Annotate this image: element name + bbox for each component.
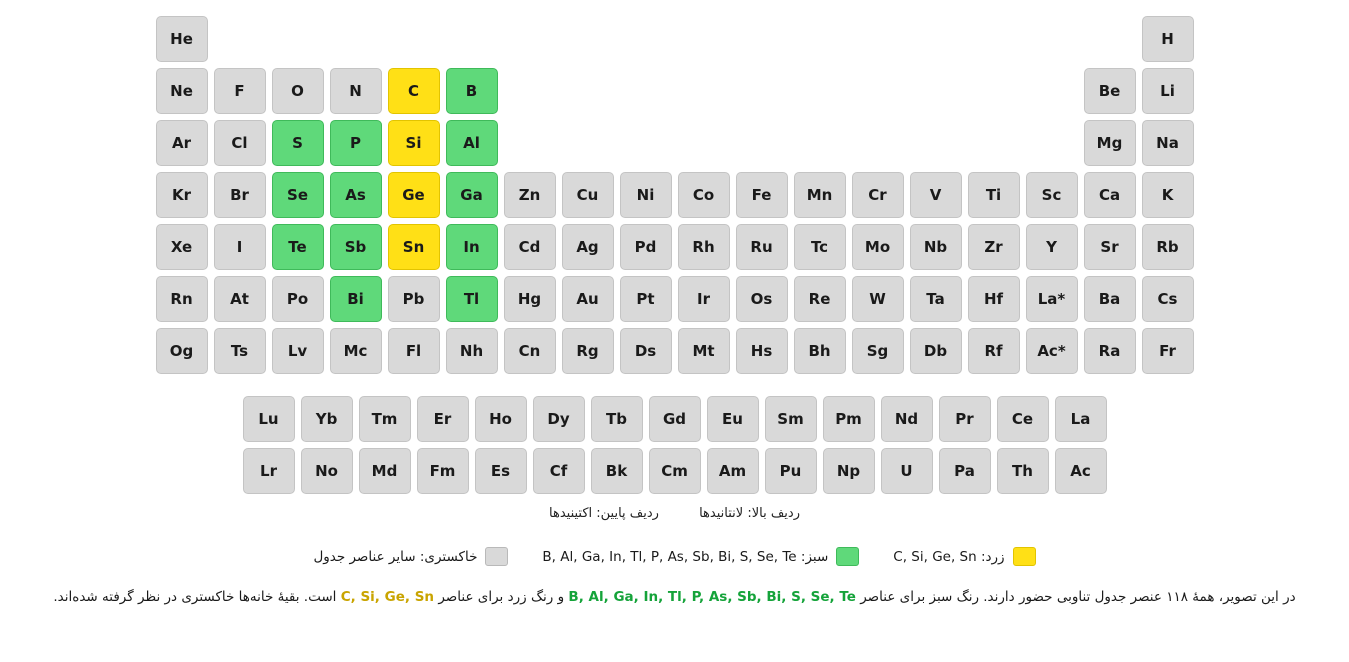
element-cell-Sb[interactable]: Sb	[330, 224, 382, 270]
element-cell-Sc[interactable]: Sc	[1026, 172, 1078, 218]
element-cell-Pb[interactable]: Pb	[388, 276, 440, 322]
periodic-cell-empty	[794, 120, 846, 166]
element-cell-Ce[interactable]: Ce	[997, 396, 1049, 442]
element-cell-Se[interactable]: Se	[272, 172, 324, 218]
element-cell-Cn[interactable]: Cn	[504, 328, 556, 374]
periodic-cell-empty	[794, 16, 846, 62]
element-cell-Tc[interactable]: Tc	[794, 224, 846, 270]
caption	[0, 586, 1349, 609]
periodic-cell-empty	[852, 120, 904, 166]
periodic-cell-empty	[504, 68, 556, 114]
element-cell-La[interactable]: *La	[1026, 276, 1078, 322]
periodic-cell-empty	[736, 68, 788, 114]
element-cell-Zn[interactable]: Zn	[504, 172, 556, 218]
element-cell-Pm[interactable]: Pm	[823, 396, 875, 442]
element-cell-Sr[interactable]: Sr	[1084, 224, 1136, 270]
element-cell-Am[interactable]: Am	[707, 448, 759, 494]
periodic-cell-empty	[968, 120, 1020, 166]
periodic-cell-empty	[736, 16, 788, 62]
periodic-cell-empty	[388, 16, 440, 62]
element-cell-Cf[interactable]: Cf	[533, 448, 585, 494]
periodic-cell-empty	[678, 120, 730, 166]
element-cell-Nh[interactable]: Nh	[446, 328, 498, 374]
legend-swatch-yellow-icon	[1013, 547, 1036, 566]
element-cell-Er[interactable]: Er	[417, 396, 469, 442]
element-cell-Ta[interactable]: Ta	[910, 276, 962, 322]
caption-green-elements: B, Al, Ga, In, Tl, P, As, Sb, Bi, S, Se, Te	[568, 589, 856, 605]
periodic-cell-empty	[1084, 16, 1136, 62]
periodic-cell-empty	[620, 120, 672, 166]
element-cell-No[interactable]: No	[301, 448, 353, 494]
element-cell-Rh[interactable]: Rh	[678, 224, 730, 270]
element-cell-Pa[interactable]: Pa	[939, 448, 991, 494]
periodic-cell-empty	[1026, 120, 1078, 166]
element-cell-Pt[interactable]: Pt	[620, 276, 672, 322]
element-cell-Mt[interactable]: Mt	[678, 328, 730, 374]
element-cell-Rf[interactable]: Rf	[968, 328, 1020, 374]
periodic-cell-empty	[562, 68, 614, 114]
periodic-cell-empty	[1026, 68, 1078, 114]
element-cell-Cd[interactable]: Cd	[504, 224, 556, 270]
periodic-cell-empty	[272, 16, 324, 62]
element-cell-Ni[interactable]: Ni	[620, 172, 672, 218]
periodic-cell-empty	[910, 16, 962, 62]
element-cell-Lv[interactable]: Lv	[272, 328, 324, 374]
periodic-cell-empty	[330, 16, 382, 62]
element-cell-Br[interactable]: Br	[214, 172, 266, 218]
element-cell-Ca[interactable]: Ca	[1084, 172, 1136, 218]
element-cell-Rn[interactable]: Rn	[156, 276, 208, 322]
periodic-cell-empty	[446, 16, 498, 62]
element-cell-Bk[interactable]: Bk	[591, 448, 643, 494]
element-cell-Rg[interactable]: Rg	[562, 328, 614, 374]
legend-item-green	[542, 547, 859, 566]
element-cell-Os[interactable]: Os	[736, 276, 788, 322]
element-cell-K[interactable]: K	[1142, 172, 1194, 218]
element-cell-Cm[interactable]: Cm	[649, 448, 701, 494]
legend-label-yellow: زرد: C, Si, Ge, Sn	[893, 548, 1005, 565]
element-cell-Mc[interactable]: Mc	[330, 328, 382, 374]
element-cell-C[interactable]: C	[388, 68, 440, 114]
periodic-cell-empty	[910, 68, 962, 114]
periodic-cell-empty	[504, 120, 556, 166]
legend-item-yellow	[893, 547, 1035, 566]
element-cell-Hs[interactable]: Hs	[736, 328, 788, 374]
element-cell-As[interactable]: As	[330, 172, 382, 218]
periodic-table-main-grid	[0, 16, 1349, 374]
element-cell-Rb[interactable]: Rb	[1142, 224, 1194, 270]
element-cell-Mg[interactable]: Mg	[1084, 120, 1136, 166]
element-cell-Si[interactable]: Si	[388, 120, 440, 166]
element-cell-Hg[interactable]: Hg	[504, 276, 556, 322]
element-cell-Te[interactable]: Te	[272, 224, 324, 270]
element-cell-Al[interactable]: Al	[446, 120, 498, 166]
element-cell-Mn[interactable]: Mn	[794, 172, 846, 218]
legend-item-gray	[313, 547, 508, 566]
element-cell-Ts[interactable]: Ts	[214, 328, 266, 374]
element-cell-Ds[interactable]: Ds	[620, 328, 672, 374]
element-cell-Cr[interactable]: Cr	[852, 172, 904, 218]
element-cell-Ag[interactable]: Ag	[562, 224, 614, 270]
periodic-cell-empty	[214, 16, 266, 62]
element-cell-La[interactable]: La	[1055, 396, 1107, 442]
element-cell-S[interactable]: S	[272, 120, 324, 166]
element-cell-Li[interactable]: Li	[1142, 68, 1194, 114]
element-cell-Fl[interactable]: Fl	[388, 328, 440, 374]
element-cell-Xe[interactable]: Xe	[156, 224, 208, 270]
element-cell-Es[interactable]: Es	[475, 448, 527, 494]
element-cell-Ga[interactable]: Ga	[446, 172, 498, 218]
element-cell-Po[interactable]: Po	[272, 276, 324, 322]
element-cell-At[interactable]: At	[214, 276, 266, 322]
element-cell-Pu[interactable]: Pu	[765, 448, 817, 494]
periodic-cell-empty	[852, 68, 904, 114]
element-cell-Be[interactable]: Be	[1084, 68, 1136, 114]
element-cell-Ge[interactable]: Ge	[388, 172, 440, 218]
element-cell-U[interactable]: U	[881, 448, 933, 494]
periodic-cell-empty	[562, 120, 614, 166]
periodic-cell-empty	[910, 120, 962, 166]
periodic-cell-empty	[1026, 16, 1078, 62]
element-cell-Sm[interactable]: Sm	[765, 396, 817, 442]
element-cell-N[interactable]: N	[330, 68, 382, 114]
caption-part3: است. بقیهٔ خانه‌ها خاکستری در نظر گرفته شده‌اند.	[53, 589, 337, 605]
element-cell-Gd[interactable]: Gd	[649, 396, 701, 442]
element-cell-Cl[interactable]: Cl	[214, 120, 266, 166]
element-cell-Og[interactable]: Og	[156, 328, 208, 374]
element-cell-Cu[interactable]: Cu	[562, 172, 614, 218]
caption-part2: و رنگ زرد برای عناصر	[438, 589, 565, 605]
element-cell-Na[interactable]: Na	[1142, 120, 1194, 166]
element-cell-Tl[interactable]: Tl	[446, 276, 498, 322]
element-cell-Ar[interactable]: Ar	[156, 120, 208, 166]
periodic-cell-empty	[852, 16, 904, 62]
element-cell-Ra[interactable]: Ra	[1084, 328, 1136, 374]
legend-label-gray: خاکستری: سایر عناصر جدول	[313, 548, 478, 565]
element-cell-Eu[interactable]: Eu	[707, 396, 759, 442]
element-cell-Bh[interactable]: Bh	[794, 328, 846, 374]
element-cell-P[interactable]: P	[330, 120, 382, 166]
element-cell-Hf[interactable]: Hf	[968, 276, 1020, 322]
element-cell-Ru[interactable]: Ru	[736, 224, 788, 270]
legend-swatch-green-icon	[836, 547, 859, 566]
row-note-bottom: ردیف پایین: اکتینیدها	[549, 506, 659, 521]
element-cell-B[interactable]: B	[446, 68, 498, 114]
element-cell-Mo[interactable]: Mo	[852, 224, 904, 270]
element-cell-Pr[interactable]: Pr	[939, 396, 991, 442]
element-cell-Lr[interactable]: Lr	[243, 448, 295, 494]
element-cell-Sg[interactable]: Sg	[852, 328, 904, 374]
periodic-cell-empty	[562, 16, 614, 62]
element-cell-O[interactable]: O	[272, 68, 324, 114]
element-cell-H[interactable]: H	[1142, 16, 1194, 62]
element-cell-F[interactable]: F	[214, 68, 266, 114]
element-cell-Np[interactable]: Np	[823, 448, 875, 494]
element-cell-Tm[interactable]: Tm	[359, 396, 411, 442]
element-cell-Zr[interactable]: Zr	[968, 224, 1020, 270]
element-cell-Th[interactable]: Th	[997, 448, 1049, 494]
element-cell-I[interactable]: I	[214, 224, 266, 270]
element-cell-Fm[interactable]: Fm	[417, 448, 469, 494]
element-cell-Fr[interactable]: Fr	[1142, 328, 1194, 374]
periodic-cell-empty	[620, 68, 672, 114]
periodic-cell-empty	[678, 16, 730, 62]
element-cell-Ti[interactable]: Ti	[968, 172, 1020, 218]
element-cell-Yb[interactable]: Yb	[301, 396, 353, 442]
legend-swatch-gray-icon	[485, 547, 508, 566]
element-cell-He[interactable]: He	[156, 16, 208, 62]
periodic-cell-empty	[794, 68, 846, 114]
element-cell-Nb[interactable]: Nb	[910, 224, 962, 270]
periodic-cell-empty	[736, 120, 788, 166]
element-cell-V[interactable]: V	[910, 172, 962, 218]
element-cell-In[interactable]: In	[446, 224, 498, 270]
element-cell-Bi[interactable]: Bi	[330, 276, 382, 322]
element-cell-Ir[interactable]: Ir	[678, 276, 730, 322]
caption-yellow-elements: C, Si, Ge, Sn	[340, 589, 435, 605]
element-cell-Db[interactable]: Db	[910, 328, 962, 374]
element-cell-Y[interactable]: Y	[1026, 224, 1078, 270]
element-cell-Ne[interactable]: Ne	[156, 68, 208, 114]
element-cell-Sn[interactable]: Sn	[388, 224, 440, 270]
element-cell-Tb[interactable]: Tb	[591, 396, 643, 442]
element-cell-Lu[interactable]: Lu	[243, 396, 295, 442]
row-notes	[0, 506, 1349, 521]
legend	[0, 547, 1349, 566]
periodic-cell-empty	[968, 68, 1020, 114]
element-cell-Pd[interactable]: Pd	[620, 224, 672, 270]
element-cell-Co[interactable]: Co	[678, 172, 730, 218]
element-cell-Au[interactable]: Au	[562, 276, 614, 322]
element-cell-Kr[interactable]: Kr	[156, 172, 208, 218]
element-cell-Dy[interactable]: Dy	[533, 396, 585, 442]
legend-label-green: سبز: B, Al, Ga, In, Tl, P, As, Sb, Bi, S, Se, Te	[542, 548, 829, 565]
caption-part1: در این تصویر، همهٔ ۱۱۸ عنصر جدول تناوبی حضور دارند. رنگ سبز برای عناصر	[860, 589, 1296, 605]
periodic-cell-empty	[968, 16, 1020, 62]
element-cell-Ho[interactable]: Ho	[475, 396, 527, 442]
periodic-cell-empty	[678, 68, 730, 114]
periodic-cell-empty	[504, 16, 556, 62]
element-cell-Re[interactable]: Re	[794, 276, 846, 322]
element-cell-W[interactable]: W	[852, 276, 904, 322]
element-cell-Cs[interactable]: Cs	[1142, 276, 1194, 322]
row-note-top: ردیف بالا: لانتانیدها	[699, 506, 800, 521]
periodic-cell-empty	[620, 16, 672, 62]
element-cell-Nd[interactable]: Nd	[881, 396, 933, 442]
element-cell-Ba[interactable]: Ba	[1084, 276, 1136, 322]
element-cell-Md[interactable]: Md	[359, 448, 411, 494]
element-cell-Ac[interactable]: Ac	[1055, 448, 1107, 494]
element-cell-Fe[interactable]: Fe	[736, 172, 788, 218]
element-cell-Ac[interactable]: *Ac	[1026, 328, 1078, 374]
periodic-table-f-block-grid	[0, 396, 1349, 494]
